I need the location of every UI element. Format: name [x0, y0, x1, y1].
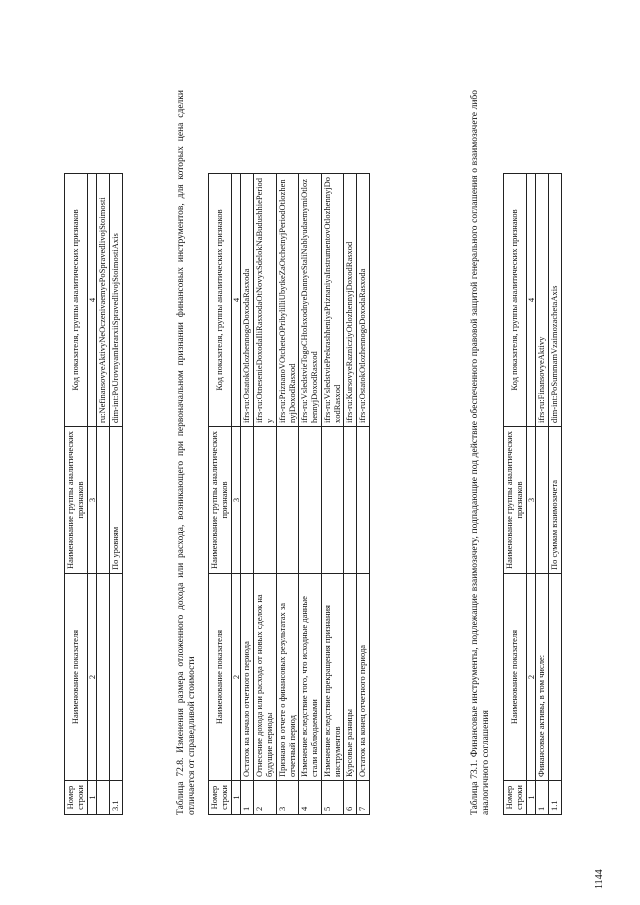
row-code: ifrs-ru:FinansovyeAktivy: [536, 174, 549, 427]
table-73-1: [503, 173, 562, 815]
column-index-row: [526, 174, 536, 815]
row-name: Отнесение дохода или расхода от новых сделок на будущие периоды: [254, 574, 277, 781]
header-group-name: Наименование группы аналитических признаков: [504, 427, 527, 574]
table-header-row: [65, 174, 88, 815]
header-indicator-name: Наименование показателя: [504, 574, 527, 781]
column-index: 4: [231, 174, 241, 427]
table-row: [321, 174, 344, 815]
row-number: 1: [536, 781, 549, 815]
row-name: [97, 574, 110, 781]
column-index: 2: [526, 574, 536, 781]
row-group: [321, 427, 344, 574]
row-code: ifrs-ru:OstatokOtlozhennogoDoxodaRasxoda: [241, 174, 254, 427]
row-name: Курсовые разницы: [344, 574, 357, 781]
row-number: 7: [357, 781, 370, 815]
row-number: 2: [254, 781, 277, 815]
row-name: [549, 574, 562, 781]
header-code: Код показателя, группы аналитических признаков: [65, 174, 88, 427]
header-group-name: Наименование группы аналитических признаков: [65, 427, 88, 574]
header-row-number: Номер строки: [209, 781, 232, 815]
row-group: [344, 427, 357, 574]
header-code: Код показателя, группы аналитических признаков: [209, 174, 232, 427]
header-code: Код показателя, группы аналитических признаков: [504, 174, 527, 427]
row-name: Остаток на конец отчетного периода: [357, 574, 370, 781]
header-row-number: Номер строки: [504, 781, 527, 815]
table-caption-72-8: Таблица 72.8. Изменения размера отложенного дохода или расхода, возникающего при первоначальном признании финансовых инструментов, для которых цена сделки отличается от справедливой стоимости: [176, 90, 198, 815]
table-row: [276, 174, 299, 815]
table-continuation: [64, 173, 123, 815]
row-name: Изменение вследствие того, что исходные данные стали наблюдаемыми: [299, 574, 322, 781]
table-row: [357, 174, 370, 815]
table-row: [299, 174, 322, 815]
row-code: ifrs-ru:KursovyeRaznicziyOtlozhennyjDoxodRasxod: [344, 174, 357, 427]
row-code: ifrs-ru:PriznanoVOtcheteOPribylilliUbytkeZaOtchetnyjPeriodOtlozhennyjDoxodRasxod: [276, 174, 299, 427]
table-row: [344, 174, 357, 815]
table-row: [254, 174, 277, 815]
row-name: Изменение вследствие прекращения признания инструментов: [321, 574, 344, 781]
row-number: 1: [241, 781, 254, 815]
row-number: 1.1: [549, 781, 562, 815]
row-name: [110, 574, 123, 781]
column-index: 2: [231, 574, 241, 781]
table-row: [241, 174, 254, 815]
table-row: [110, 174, 123, 815]
row-group: [536, 427, 549, 574]
column-index-row: [87, 174, 97, 815]
row-group: По уровням: [110, 427, 123, 574]
row-name: Остаток на начало отчетного периода: [241, 574, 254, 781]
row-number: 3.1: [110, 781, 123, 815]
row-code: ifrs-ru:VsledstvieTogoCHtoIsxodnyeDannyeStaliNablyudaemymiOtlozhennyjDoxodRasxod: [299, 174, 322, 427]
table-row: [536, 174, 549, 815]
row-code: ifrs-ru:OstatokOtlozhennogoDoxodaRasxoda: [357, 174, 370, 427]
header-indicator-name: Наименование показателя: [209, 574, 232, 781]
row-group: [254, 427, 277, 574]
table-header-row: [209, 174, 232, 815]
row-name: Признано в отчете о финансовых результатах за отчетный период: [276, 574, 299, 781]
row-code: ifrs-ru:OtnesenieDoxodaIliRasxodaOtNovyxSdelokNaBudushhiePeriody: [254, 174, 277, 427]
row-group: [299, 427, 322, 574]
column-index: 1: [231, 781, 241, 815]
row-group: [357, 427, 370, 574]
column-index: 1: [526, 781, 536, 815]
row-number: [97, 781, 110, 815]
column-index: 4: [526, 174, 536, 427]
column-index: 1: [87, 781, 97, 815]
header-indicator-name: Наименование показателя: [65, 574, 88, 781]
page-number: 1144: [594, 869, 605, 889]
table-row: [97, 174, 110, 815]
row-code: ru:NefinansovyeAktivyNeOczenivaemyePoSpravedlivojStoimosti: [97, 174, 110, 427]
row-code: dim-int:PoSummamVzaimozachetaAxis: [549, 174, 562, 427]
header-row-number: Номер строки: [65, 781, 88, 815]
column-index: 3: [526, 427, 536, 574]
header-group-name: Наименование группы аналитических признаков: [209, 427, 232, 574]
table-72-8: [208, 173, 370, 815]
row-group: [241, 427, 254, 574]
row-group: По суммам взаимозачета: [549, 427, 562, 574]
column-index-row: [231, 174, 241, 815]
row-code: dim-int:PoUrovnyamIerarxiiSpravedlivojStoimostiAxis: [110, 174, 123, 427]
row-name: Финансовые активы, в том числе:: [536, 574, 549, 781]
row-number: 5: [321, 781, 344, 815]
row-group: [97, 427, 110, 574]
table-row: [549, 174, 562, 815]
column-index: 2: [87, 574, 97, 781]
column-index: 3: [87, 427, 97, 574]
row-number: 3: [276, 781, 299, 815]
row-code: ifrs-ru:VsledstviePrekrashheniyaPriznaniyaInstrumentovOtlozhennyjDoxodRasxod: [321, 174, 344, 427]
row-group: [276, 427, 299, 574]
row-number: 6: [344, 781, 357, 815]
column-index: 3: [231, 427, 241, 574]
column-index: 4: [87, 174, 97, 427]
table-header-row: [504, 174, 527, 815]
table-caption-73-1: Таблица 73.1. Финансовые инструменты, подлежащие взаимозачету, подпадающие под действие обеспеченного правовой защитой генерального соглашения о взаимозачете либо аналогичного соглашения: [470, 90, 492, 815]
row-number: 4: [299, 781, 322, 815]
